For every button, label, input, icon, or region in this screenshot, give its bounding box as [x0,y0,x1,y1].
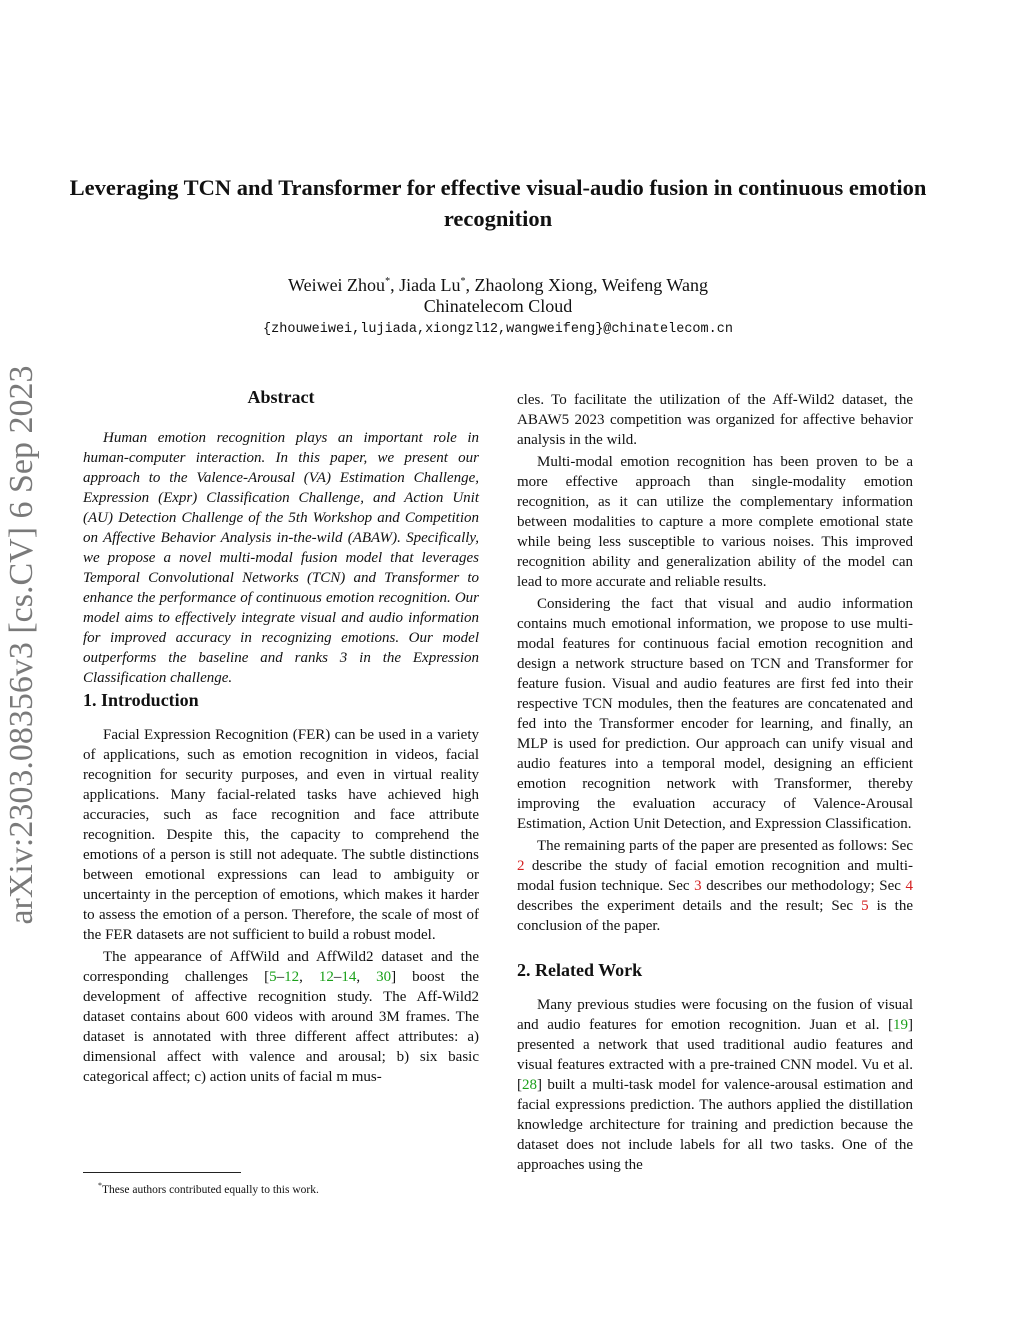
citation-link[interactable]: 14 [341,969,357,985]
citation-link[interactable]: 12 [284,969,300,985]
section-link[interactable]: 4 [905,878,913,894]
right-column [517,390,913,1175]
author-name: Zhaolong Xiong, Weifeng Wang [474,275,708,295]
arxiv-identifier: arXiv:2303.08356v3 [cs.CV] 6 Sep 2023 [3,365,40,925]
related-work-paragraph: Many previous studies were focusing on the fusion of visual and audio features for emotion recognition. Juan et al. [19] presented a network that used traditional audio features and visual features extracted with a pre-trained CNN model. Vu et al. [28] built a multi-task model for valence-arousal estimation and facial expressions prediction. The authors applied the distillation knowledge architecture for training and prediction because the dataset does not include labels for all two tasks. One of the approaches using the [517,997,913,1173]
citation-link[interactable]: 30 [376,969,392,985]
citation-link[interactable]: 19 [893,1017,908,1033]
intro-paragraph: The appearance of AffWild and AffWild2 dataset and the corresponding challenges [5–12, 12–14, 30] boost the development of affective recognition study. The Aff-Wild2 dataset contains about 600 videos with around 3M frames. The dataset is annotated with three different affect attributes: a) dimensional affect with valence and arousal; b) six basic categorical affect; c) action units of facial m mus- [83,949,480,1085]
citation-link[interactable]: 5 [269,969,277,985]
section-heading-related-work: 2. Related Work [517,960,643,980]
equal-contribution-mark: * [385,276,391,287]
footnote-mark: * [98,1181,102,1190]
section-link[interactable]: 5 [861,898,869,914]
intro-paragraph: The remaining parts of the paper are presented as follows: Sec 2 describe the study of facial emotion recognition and multi-modal fusion technique. Sec 3 describes our methodology; Sec 4 describes the experiment details and the result; Sec 5 is the conclusion of the paper. [517,838,913,934]
abstract-heading: Abstract [247,387,315,407]
affiliation: Chinatelecom Cloud [423,296,573,316]
footnote-text: These authors contributed equally to this work. [102,1183,319,1196]
section-link[interactable]: 2 [517,858,525,874]
intro-paragraph: Facial Expression Recognition (FER) can be used in a variety of applications, such as emotion recognition in videos, facial recognition for security purposes, and even in virtual reality applications. Many facial-related tasks have achieved high accuracies, such as face recognition and face attribute recognition. Despite this, the capacity to comprehend the emotions of a person is still not adequate. The subtle distinctions between emotional expressions can lead to ambiguity or uncertainty in the perception of emotions, which makes it harder to assess the emotion of a person. Therefore, the scale of most of the FER datasets are not sufficient to build a robust model. [83,727,479,943]
intro-paragraph-continued: cles. To facilitate the utilization of the Aff-Wild2 dataset, the ABAW5 2023 competition was organized for affective behavior analysis in the wild. [517,392,913,448]
author-list: Weiwei Zhou*, Jiada Lu*, Zhaolong Xiong, Weifeng Wang [288,275,708,295]
intro-paragraph: Multi-modal emotion recognition has been proven to be a more effective approach than single-modality emotion recognition, as it can utilize the complementary information between modalities to capture a more complete emotional state while being less susceptible to various noises. This improved recognition ability and generalization ability of the model can lead to more accurate and reliable results. [517,454,913,590]
section-heading-introduction: 1. Introduction [83,690,199,710]
paper-title: Leveraging TCN and Transformer for effective visual-audio fusion in continuous emotion recognition [69,175,927,231]
left-column [83,385,479,1087]
citation-link[interactable]: 28 [522,1077,537,1093]
author-emails: {zhouweiwei,lujiada,xiongzl12,wangweifeng}@chinatelecom.cn [263,322,733,337]
abstract-text: Human emotion recognition plays an important role in human-computer interaction. In this paper, we present our approach to the Valence-Arousal (VA) Estimation Challenge, Expression (Expr) Classification Challenge, and Action Unit (AU) Detection Challenge of the 5th Workshop and Competition on Affective Behavior Analysis in-the-wild (ABAW). Specifically, we propose a novel multi-modal fusion model that leverages Temporal Convolutional Networks (TCN) and Transformer to enhance the performance of continuous emotion recognition. Our model aims to effectively integrate visual and audio information for improved accuracy in recognizing emotions. Our model outperforms the baseline and ranks 3 in the Expression Classification challenge. [83,430,479,686]
footnote [98,1178,319,1198]
citation-link[interactable]: 12 [318,969,334,985]
equal-contribution-mark: * [460,276,466,287]
intro-paragraph: Considering the fact that visual and audio information contains much emotional information, we propose to use multi-modal features for continuous facial emotion recognition and design a network structure based on TCN and Transformer for feature fusion. Visual and audio features are first fed into their respective TCN modules, then the features are concatenated and fed into the Transformer encoder for learning, and finally, an MLP is used for prediction. Our approach can unify visual and audio features into a temporal model, designing an efficient emotion recognition network with Transformer, thereby improving the evaluation accuracy of Valence-Arousal Estimation, Action Unit Detection, and Expression Classification. [517,596,913,832]
author-name: Weiwei Zhou [288,275,386,295]
section-link[interactable]: 3 [694,878,702,894]
footnote-rule [83,1172,241,1173]
author-name: Jiada Lu [399,275,461,295]
